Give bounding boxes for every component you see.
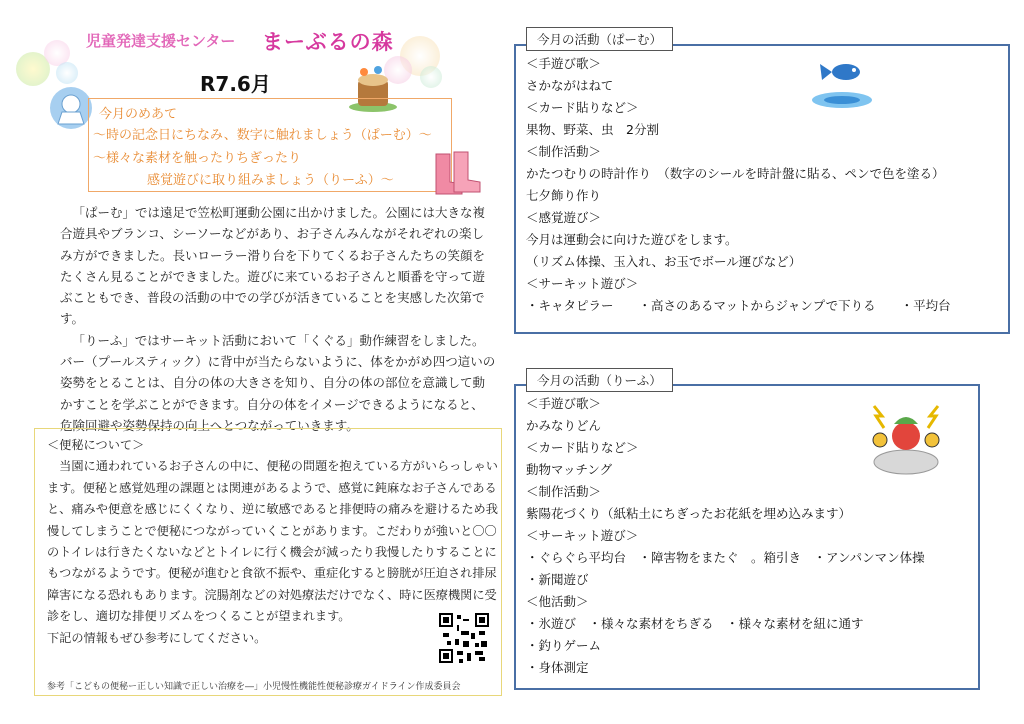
decor-bubble <box>420 66 442 88</box>
report-paragraph-leaf: 「りーふ」ではサーキット活動において「くぐる」動作練習をしました。バー（プールスティック）に背中が当たらないように、体をかがめ四つ這いの姿勢をとることは、自分の体の大きさを知り、自分の体の部位を意識して動かすことを学ぶことができます。自分の体をイメージできるようになると、危険回避や姿勢保持の向上へとつながっていきます。 <box>60 332 496 433</box>
activity-line: ＜感覚遊び＞ <box>526 210 602 225</box>
activity-line: ＜カード貼りなど＞ <box>526 100 639 115</box>
activity-line: 七夕飾り作り <box>526 188 602 203</box>
goal-line: 感覚遊びに取り組みましょう（りーふ）～ <box>147 173 394 188</box>
activity-line: ・釣りゲーム <box>526 638 602 653</box>
activity-line: ・ぐらぐら平均台 ・障害物をまたぐ 。箱引き ・アンパンマン体操 <box>526 550 925 565</box>
issue-date: R7.6月 <box>200 72 271 96</box>
activity-line: 紫陽花づくり（紙粘土にちぎったお花紙を埋め込みます） <box>526 506 852 521</box>
palm-activities-tab: 今月の活動（ぱーむ） <box>526 27 673 51</box>
activity-line: ・新聞遊び <box>526 572 589 587</box>
activity-line: ＜手遊び歌＞ <box>526 56 602 71</box>
activity-line: 今月は運動会に向けた遊びをします。 <box>526 232 738 247</box>
activity-line: ・氷遊び ・様々な素材をちぎる ・様々な素材を紐に通す <box>526 616 864 631</box>
thunder-oni-icon <box>868 400 944 476</box>
activity-line: ・身体測定 <box>526 660 589 675</box>
goals-title: 今月のめあて <box>99 107 178 122</box>
activity-line: ・キャタピラー ・高さのあるマットからジャンプで下りる ・平均台 <box>526 298 951 313</box>
goal-line: ～時の記念日にちなみ、数字に触れましょう（ぱーむ）～ <box>93 128 432 143</box>
activity-line: 動物マッチング <box>526 462 613 477</box>
leaf-activities-tab: 今月の活動（りーふ） <box>526 368 673 392</box>
activity-line: ＜カード貼りなど＞ <box>526 440 639 455</box>
goal-line: ～様々な素材を触ったりちぎったり <box>93 151 302 166</box>
activity-line: ＜制作活動＞ <box>526 144 602 159</box>
center-name: まーぶるの森 <box>262 30 394 54</box>
reference-citation: 参考「こどもの便秘ー正しい知識で正しい治療を―」小児慢性機能性便秘診療ガイドライン作成委員会 <box>47 682 461 692</box>
constipation-note: 下記の情報もぜひ参考にしてください。 <box>47 630 267 645</box>
monthly-goals-box <box>88 98 452 192</box>
activity-line: さかながはねて <box>526 78 614 93</box>
activity-line: ＜サーキット遊び＞ <box>526 276 639 291</box>
center-label: 児童発達支援センター <box>86 32 236 50</box>
palm-activities-box <box>514 44 1010 334</box>
constipation-text: 当園に通われているお子さんの中に、便秘の問題を抱えている方がいらっしゃいます。便秘と感覚処理の課題とは関連があるようで、感覚に鈍麻なお子さんであると、痛みや便意を感じにくくなり、逆に敏感であると排便時の痛みを避けるため我慢してしまうことで便秘につながっていくことがあります。こだわりが強いと〇〇のトイレは行きたくないなどとトイレに行く機会が減ったり我慢したりすることにもつながるようです。便秘が進むと食欲不振や、重症化すると膀胱が圧迫され排尿障害になる恐れもあります。浣腸剤などの対処療法だけでなく、時に医療機関に受診をし、適切な排便リズムをつくることが望まれます。 <box>47 459 498 624</box>
activity-line: かたつむりの時計作り （数字のシールを時計盤に貼る、ペンで色を塗る） <box>526 166 945 181</box>
activity-line: 果物、野菜、虫 2分割 <box>526 122 659 137</box>
activity-line: ＜サーキット遊び＞ <box>526 528 639 543</box>
fish-splash-icon <box>808 56 874 110</box>
rain-boots-icon <box>428 150 484 196</box>
constipation-info-box <box>34 428 502 696</box>
decor-bubble <box>56 62 78 84</box>
leaf-activities-box <box>514 384 980 690</box>
activity-line: ＜制作活動＞ <box>526 484 602 499</box>
qr-code-icon[interactable] <box>439 613 489 663</box>
activity-line: ＜手遊び歌＞ <box>526 396 602 411</box>
activity-line: （リズム体操、玉入れ、お玉でボール運びなど） <box>526 254 802 269</box>
constipation-title: ＜便秘について＞ <box>47 438 145 452</box>
activity-line: かみなりどん <box>526 418 602 433</box>
report-paragraph-palm: 「ぱーむ」では遠足で笠松町運動公園に出かけました。公園には大きな複合遊具やブランコ、シーソーなどがあり、お子さんみんながそれぞれの楽しみ方ができました。長いローラー滑り台を下りてくるお子さんたちの笑顔をたくさん見ることができました。遊びに来ているお子さんと順番を守って遊ぶこともでき、普段の活動の中での学びが活きていることを実感した次第です。 <box>60 205 486 327</box>
activity-report <box>60 202 496 436</box>
activity-line: ＜他活動＞ <box>526 594 589 609</box>
